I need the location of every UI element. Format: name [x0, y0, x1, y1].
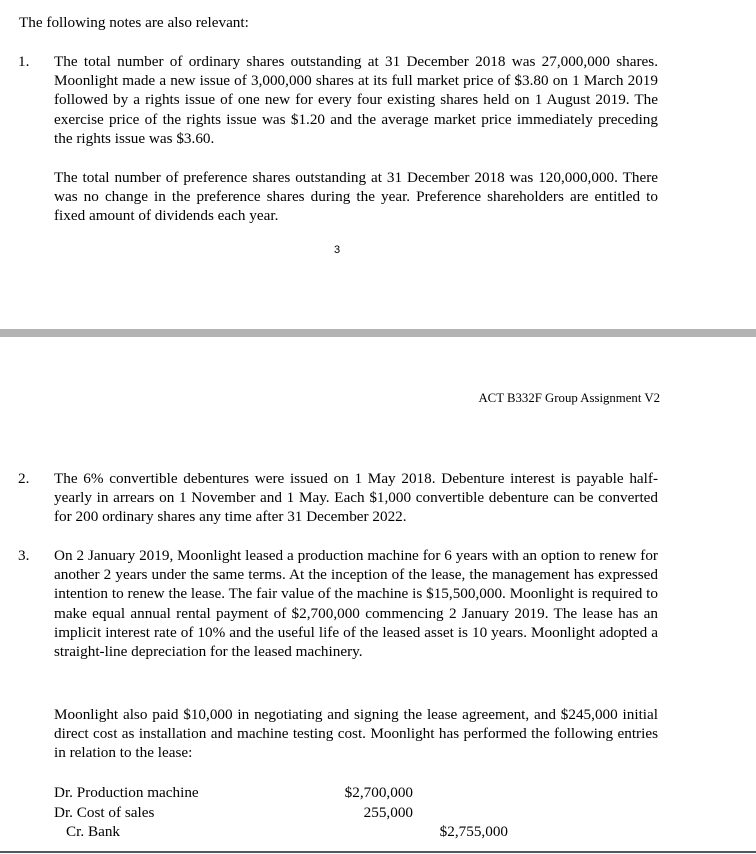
journal-entry-row [54, 783, 524, 802]
note-3-paragraph-2: Moonlight also paid $10,000 in negotiating and signing the lease agreement, and $245,000 initial direct cost as installation and machine testing cost. Moonlight has performed the following entries in relation to the lease: [54, 706, 658, 762]
note-2-paragraph-1: The 6% convertible debentures were issued on 1 May 2018. Debenture interest is payable half-yearly in arrears on 1 November and 1 May. Each $1,000 convertible debenture can be converted for 200 ordinary shares any time after 31 December 2022. [54, 470, 658, 526]
entry-label: Dr. Cost of sales [54, 804, 155, 821]
note-1-number: 1. [18, 53, 30, 70]
entry-debit: 255,000 [363, 804, 413, 821]
journal-entry-row [54, 822, 524, 841]
bottom-rule [0, 851, 756, 853]
note-3-paragraph-1: On 2 January 2019, Moonlight leased a production machine for 6 years with an option to renew for another 2 years under the same terms. At the inception of the lease, the management has expressed intention to renew the lease. The fair value of the machine is $15,500,000. Moonlight is required to make equal annual rental payment of $2,700,000 commencing 2 January 2019. The lease has an implicit interest rate of 10% and the useful life of the leased asset is 10 years. Moonlight adopted a straight-line depreciation for the leased machinery. [54, 547, 658, 661]
journal-entry-row [54, 803, 524, 822]
note-1-paragraph-2: The total number of preference shares outstanding at 31 December 2018 was 120,000,000. There was no change in the preference shares during the year. Preference shareholders are entitled to fixed amount of dividends each year. [54, 169, 658, 225]
note-3-number: 3. [18, 547, 30, 564]
page-number: 3 [333, 244, 341, 256]
entry-credit: $2,755,000 [439, 823, 508, 840]
page-separator [0, 329, 756, 337]
intro-text: The following notes are also relevant: [19, 14, 249, 31]
document-header: ACT B332F Group Assignment V2 [478, 391, 660, 405]
entry-label: Dr. Production machine [54, 784, 199, 801]
entry-label: Cr. Bank [66, 823, 121, 840]
entry-debit: $2,700,000 [344, 784, 413, 801]
note-1-paragraph-1: The total number of ordinary shares outstanding at 31 December 2018 was 27,000,000 shares. Moonlight made a new issue of 3,000,000 shares at its full market price of $3.80 on 1 March 2019 followed by a rights issue of one new for every four existing shares held on 1 August 2019. The exercise price of the rights issue was $1.20 and the average market price immediately preceding the rights issue was $3.60. [54, 53, 658, 147]
note-2-number: 2. [18, 470, 30, 487]
